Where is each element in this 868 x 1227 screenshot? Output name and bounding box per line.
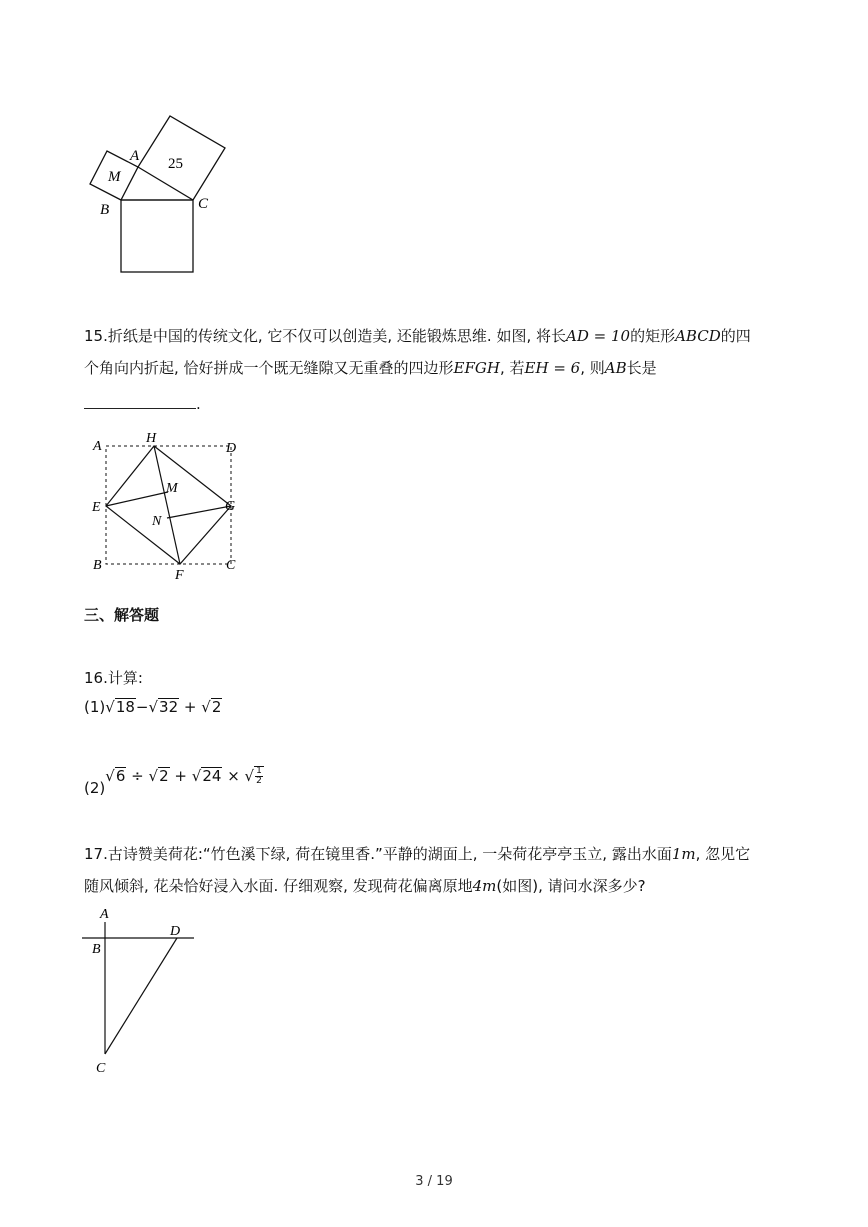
label-a: A xyxy=(93,439,102,454)
sqrt-2: √2 xyxy=(201,698,222,716)
label-area-25: 25 xyxy=(168,156,183,172)
square-on-bc xyxy=(121,200,193,272)
figure-17-lotus xyxy=(80,902,210,1082)
label-g: G xyxy=(225,499,236,514)
height-1m: 1m xyxy=(671,845,696,863)
label-h: H xyxy=(146,431,157,446)
efgh-symbol: EFGH xyxy=(453,359,500,377)
label-c: C xyxy=(226,558,236,573)
q15-line-2: 个角向内折起, 恰好拼成一个既无缝隙又无重叠的四边形EFGH, 若EH = 6, 则AB长是 xyxy=(84,359,657,377)
label-d: D xyxy=(226,441,237,456)
label-c: C xyxy=(96,1061,106,1076)
label-f: F xyxy=(175,568,184,583)
sqrt-one-half: √ $\frac{1}{2}$ xyxy=(244,766,262,786)
figure-15-folded-rectangle xyxy=(88,428,248,583)
page-number: 3 / 19 xyxy=(415,1174,453,1189)
distance-4m: 4m xyxy=(472,877,497,895)
sqrt-24: √24 xyxy=(191,767,222,785)
sqrt-6: √6 xyxy=(105,767,126,785)
label-m: M xyxy=(166,481,178,496)
section-title: 三、解答题 xyxy=(84,606,160,624)
q15-line-1: 15.折纸是中国的传统文化, 它不仅可以创造美, 还能锻炼思维. 如图, 将长AD = 10的矩形ABCD的四 xyxy=(84,327,751,345)
label-b: B xyxy=(92,942,101,957)
sqrt-18: √18 xyxy=(105,698,135,716)
label-n: N xyxy=(152,514,162,529)
question-15 xyxy=(84,320,804,420)
label-a: A xyxy=(100,907,109,922)
quadrilateral-efgh xyxy=(106,446,231,564)
q17-line-1: 17.古诗赞美荷花:“竹色溪下绿, 荷在镜里香.”平静的湖面上, 一朵荷花亭亭玉立, 露出水面1m, 忽见它 xyxy=(84,845,751,863)
abcd-symbol: ABCD xyxy=(675,327,721,345)
ad-equation: AD = 10 xyxy=(566,327,631,345)
q15-line-3: . xyxy=(84,388,804,420)
label-a: A xyxy=(130,148,140,164)
figure-14-squares xyxy=(80,108,240,278)
label-d: D xyxy=(170,924,181,939)
answer-blank[interactable] xyxy=(84,390,196,409)
label-c: C xyxy=(198,196,209,212)
q17-line-2: 随风倾斜, 花朵恰好浸入水面. 仔细观察, 发现荷花偏离原地4m(如图), 请问水深多少? xyxy=(84,877,646,895)
label-b: B xyxy=(93,558,102,573)
label-m: M xyxy=(108,169,121,185)
stem-cd xyxy=(105,938,177,1054)
question-17 xyxy=(84,838,804,902)
rectangle-abcd xyxy=(106,446,231,564)
label-e: E xyxy=(92,500,101,515)
label-b: B xyxy=(100,202,110,218)
ab-symbol: AB xyxy=(604,359,627,377)
question-16-title: 16.计算: xyxy=(84,669,143,687)
q16-part-1: (1)√18−√32 + √2 xyxy=(84,698,222,716)
q16-part-2: (2)√6 ÷ √2 + √24 × √ $\frac{1}{2}$ xyxy=(84,766,262,797)
sqrt-32: √32 xyxy=(148,698,179,716)
eh-equation: EH = 6 xyxy=(524,359,581,377)
sqrt-2b: √2 xyxy=(148,767,169,785)
